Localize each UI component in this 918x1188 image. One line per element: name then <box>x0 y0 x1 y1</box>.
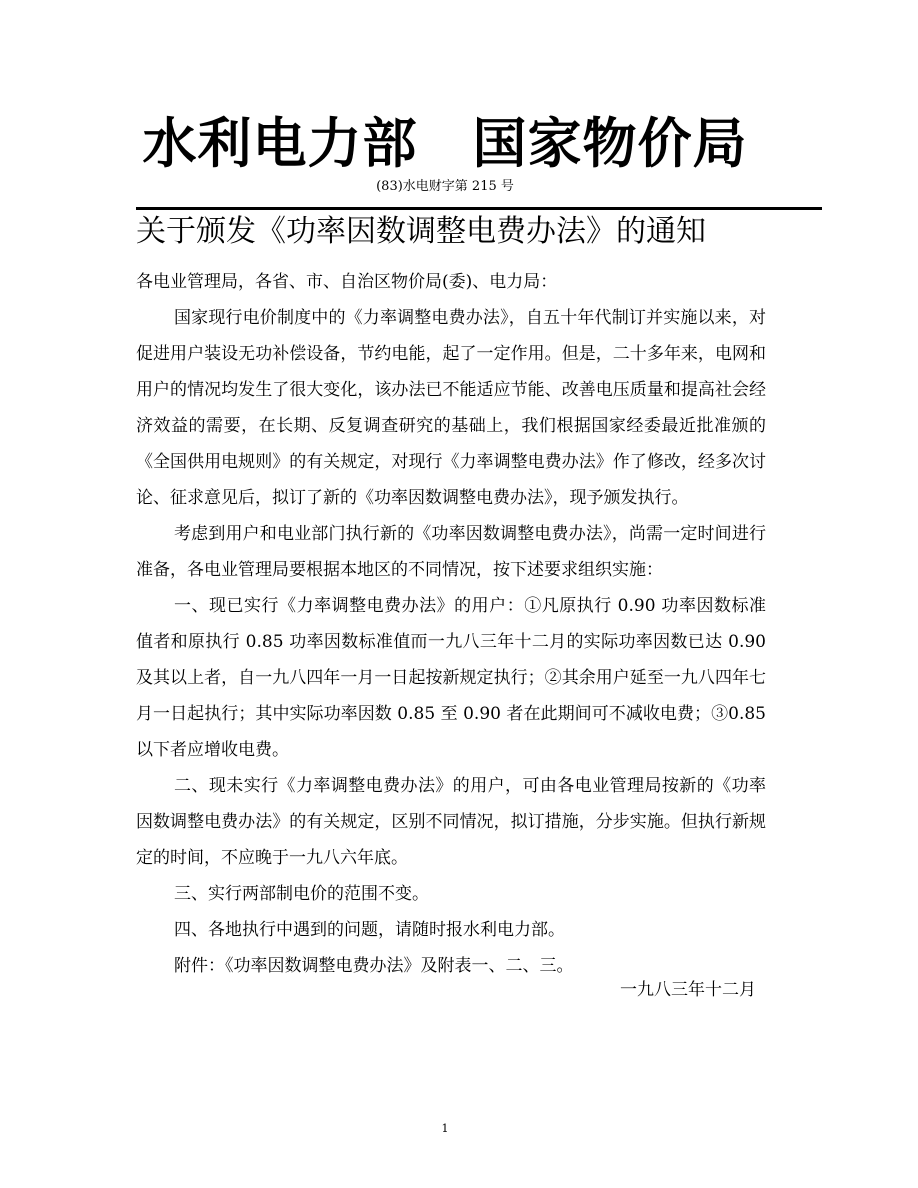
paragraph-item-three: 三、实行两部制电价的范围不变。 <box>174 884 429 904</box>
closing-date: 一九八三年十二月 <box>620 980 756 1000</box>
paragraph-item-two: 二、现未实行《力率调整电费办法》的用户，可由各电业管理局按新的《功率因数调整电费办法》的有关规定，区别不同情况，拟订措施，分步实施。但执行新规定的时间，不应晚于一九八六年底。 <box>136 776 766 868</box>
paragraph-background: 国家现行电价制度中的《力率调整电费办法》，自五十年代制订并实施以来，对促进用户装设无功补偿设备，节约电能，起了一定作用。但是，二十多年来，电网和用户的情况均发生了很大变化，该办法已不能适应节能、改善电压质量和提高社会经济效益的需要，在长期、反复调查研究的基础上，我们根据国家经委最近批准颁的《全国供用电规则》的有关规定，对现行《力率调整电费办法》作了修改，经多次讨论、征求意见后，拟订了新的《功率因数调整电费办法》，现予颁发执行。 <box>136 308 766 508</box>
salutation: 各电业管理局，各省、市、自治区物价局(委)、电力局： <box>136 272 558 292</box>
paragraph-item-one: 一、现已实行《力率调整电费办法》的用户：①凡原执行 0.90 功率因数标准值者和原执行 0.85 功率因数标准值而一九八三年十二月的实际功率因数已达 0.90 及其以上者，自一九八四年一月一日起按新规定执行；②其余用户延至一九八四年七月一日起执行；其中实际功率因数 0.85 至 0.90 者在此期间可不减收电费；③0.85 以下者应增收电费。 <box>136 596 766 760</box>
issuing-authorities-heading: 水利电力部 国家物价局 <box>142 112 748 175</box>
notice-title: 关于颁发《功率因数调整电费办法》的通知 <box>136 214 706 249</box>
paragraph-item-four: 四、各地执行中遇到的问题，请随时报水利电力部。 <box>174 920 565 940</box>
paragraph-implementation-intro: 考虑到用户和电业部门执行新的《功率因数调整电费办法》，尚需一定时间进行准备，各电业管理局要根据本地区的不同情况，按下述要求组织实施： <box>136 524 766 580</box>
paragraph-attachment: 附件：《功率因数调整电费办法》及附表一、二、三。 <box>174 956 574 976</box>
document-number: (83)水电财字第 215 号 <box>376 179 514 194</box>
page-number: 1 <box>441 1122 449 1135</box>
notice-body <box>136 264 766 984</box>
